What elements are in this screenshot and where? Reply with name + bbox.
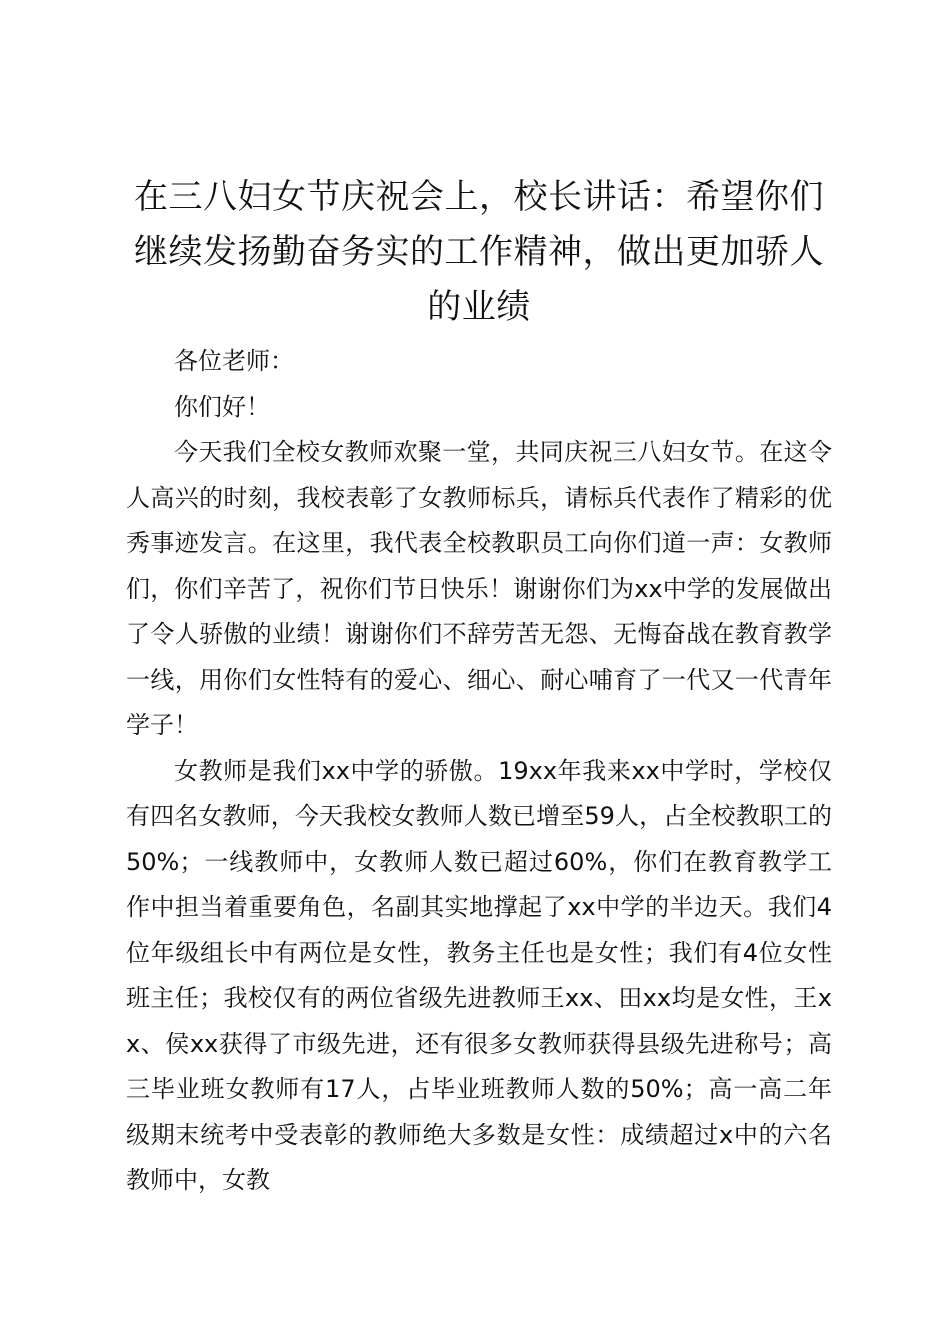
body-paragraph-1: 今天我们全校女教师欢聚一堂，共同庆祝三八妇女节。在这令人高兴的时刻，我校表彰了女教师标兵，请标兵代表作了精彩的优秀事迹发言。在这里，我代表全校教职员工向你们道一声：女教师们，你们辛苦了，祝你们节日快乐！谢谢你们为xx中学的发展做出了令人骄傲的业绩！谢谢你们不辞劳苦无怨、无悔奋战在教育教学一线，用你们女性特有的爱心、细心、耐心哺育了一代又一代青年学子！ [126,438,832,739]
document-title: 在三八妇女节庆祝会上，校长讲话：希望你们继续发扬勤奋务实的工作精神，做出更加骄人的业绩 [134,177,824,327]
body-paragraph-2: 女教师是我们xx中学的骄傲。19xx年我来xx中学时，学校仅有四名女教师，今天我校女教师人数已增至59人，占全校教职工的50%；一线教师中，女教师人数已超过60%，你们在教育教学工作中担当着重要角色，名副其实地撑起了xx中学的半边天。我们4位年级组长中有两位是女性，教务主任也是女性；我们有4位女性班主任；我校仅有的两位省级先进教师王xx、田xx均是女性，王xx、侯xx获得了市级先进，还有很多女教师获得县级先进称号；高三毕业班女教师有17人，占毕业班教师人数的50%；高一高二年级期末统考中受表彰的教师绝大多数是女性：成绩超过x中的六名教师中，女教 [126,756,832,1194]
greeting: 你们好！ [174,392,270,421]
salutation: 各位老师： [174,347,294,375]
document-page [126,170,832,1204]
